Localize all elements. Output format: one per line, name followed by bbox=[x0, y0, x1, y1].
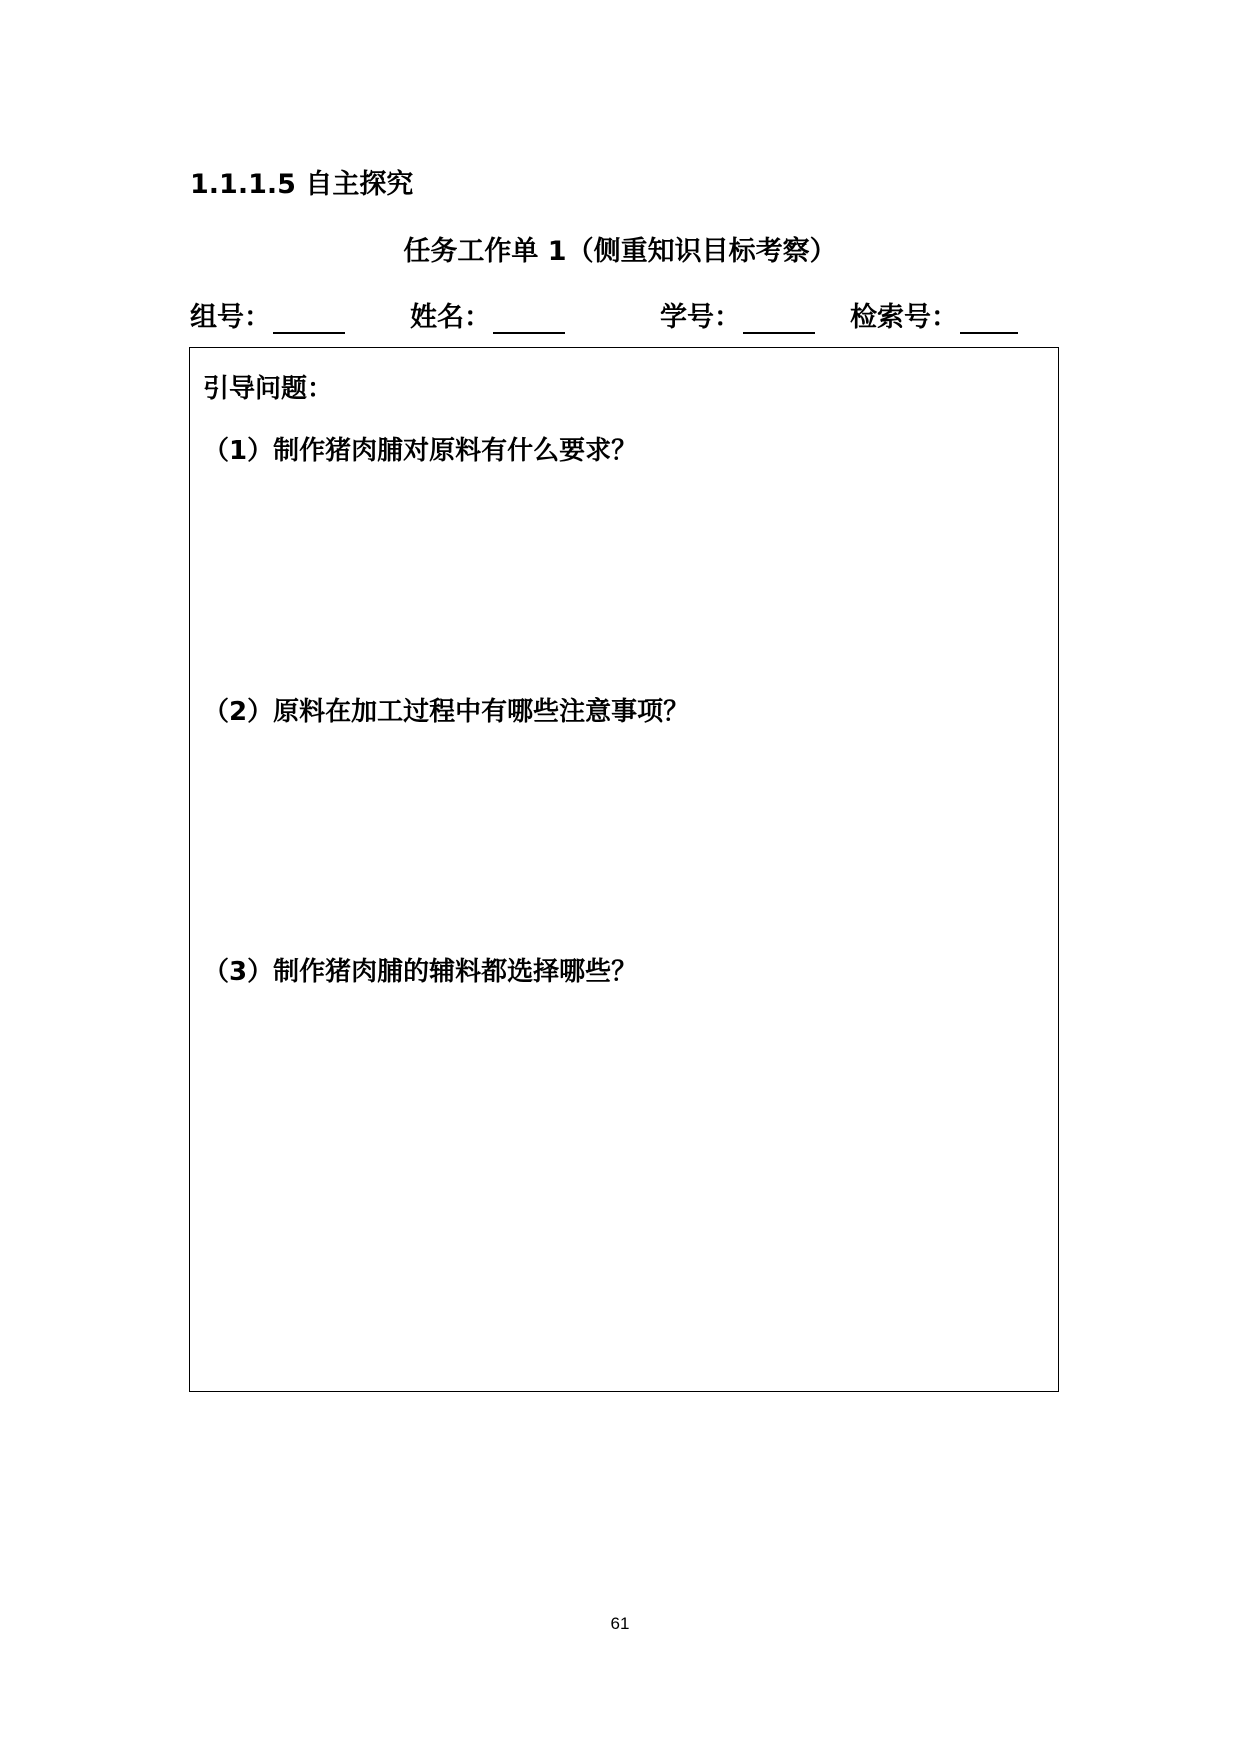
question-3: （3）制作猪肉脯的辅料都选择哪些？ bbox=[203, 957, 638, 987]
page-number: 61 bbox=[610, 1614, 630, 1633]
worksheet-title: 任务工作单 1（侧重知识目标考察） bbox=[403, 236, 837, 267]
student-id-field bbox=[660, 295, 815, 334]
group-number-field bbox=[190, 295, 345, 334]
guiding-questions-box bbox=[189, 347, 1059, 1392]
guiding-questions-label: 引导问题： bbox=[203, 374, 334, 404]
student-id-label: 学号： bbox=[660, 302, 741, 333]
index-number-label: 检索号： bbox=[850, 302, 958, 333]
section-heading: 1.1.1.5 自主探究 bbox=[190, 169, 414, 200]
name-label: 姓名： bbox=[410, 302, 491, 333]
student-id-blank[interactable] bbox=[743, 302, 815, 334]
group-number-label: 组号： bbox=[190, 302, 271, 333]
name-field bbox=[410, 295, 565, 334]
answer-area-3[interactable] bbox=[203, 999, 1043, 1379]
index-number-blank[interactable] bbox=[960, 302, 1018, 334]
name-blank[interactable] bbox=[493, 302, 565, 334]
answer-area-2[interactable] bbox=[203, 739, 1043, 939]
student-info-row bbox=[190, 295, 1070, 335]
index-number-field bbox=[850, 295, 1018, 334]
group-number-blank[interactable] bbox=[273, 302, 345, 334]
question-2: （2）原料在加工过程中有哪些注意事项？ bbox=[203, 697, 690, 727]
question-1: （1）制作猪肉脯对原料有什么要求？ bbox=[203, 436, 638, 466]
answer-area-1[interactable] bbox=[203, 478, 1043, 678]
